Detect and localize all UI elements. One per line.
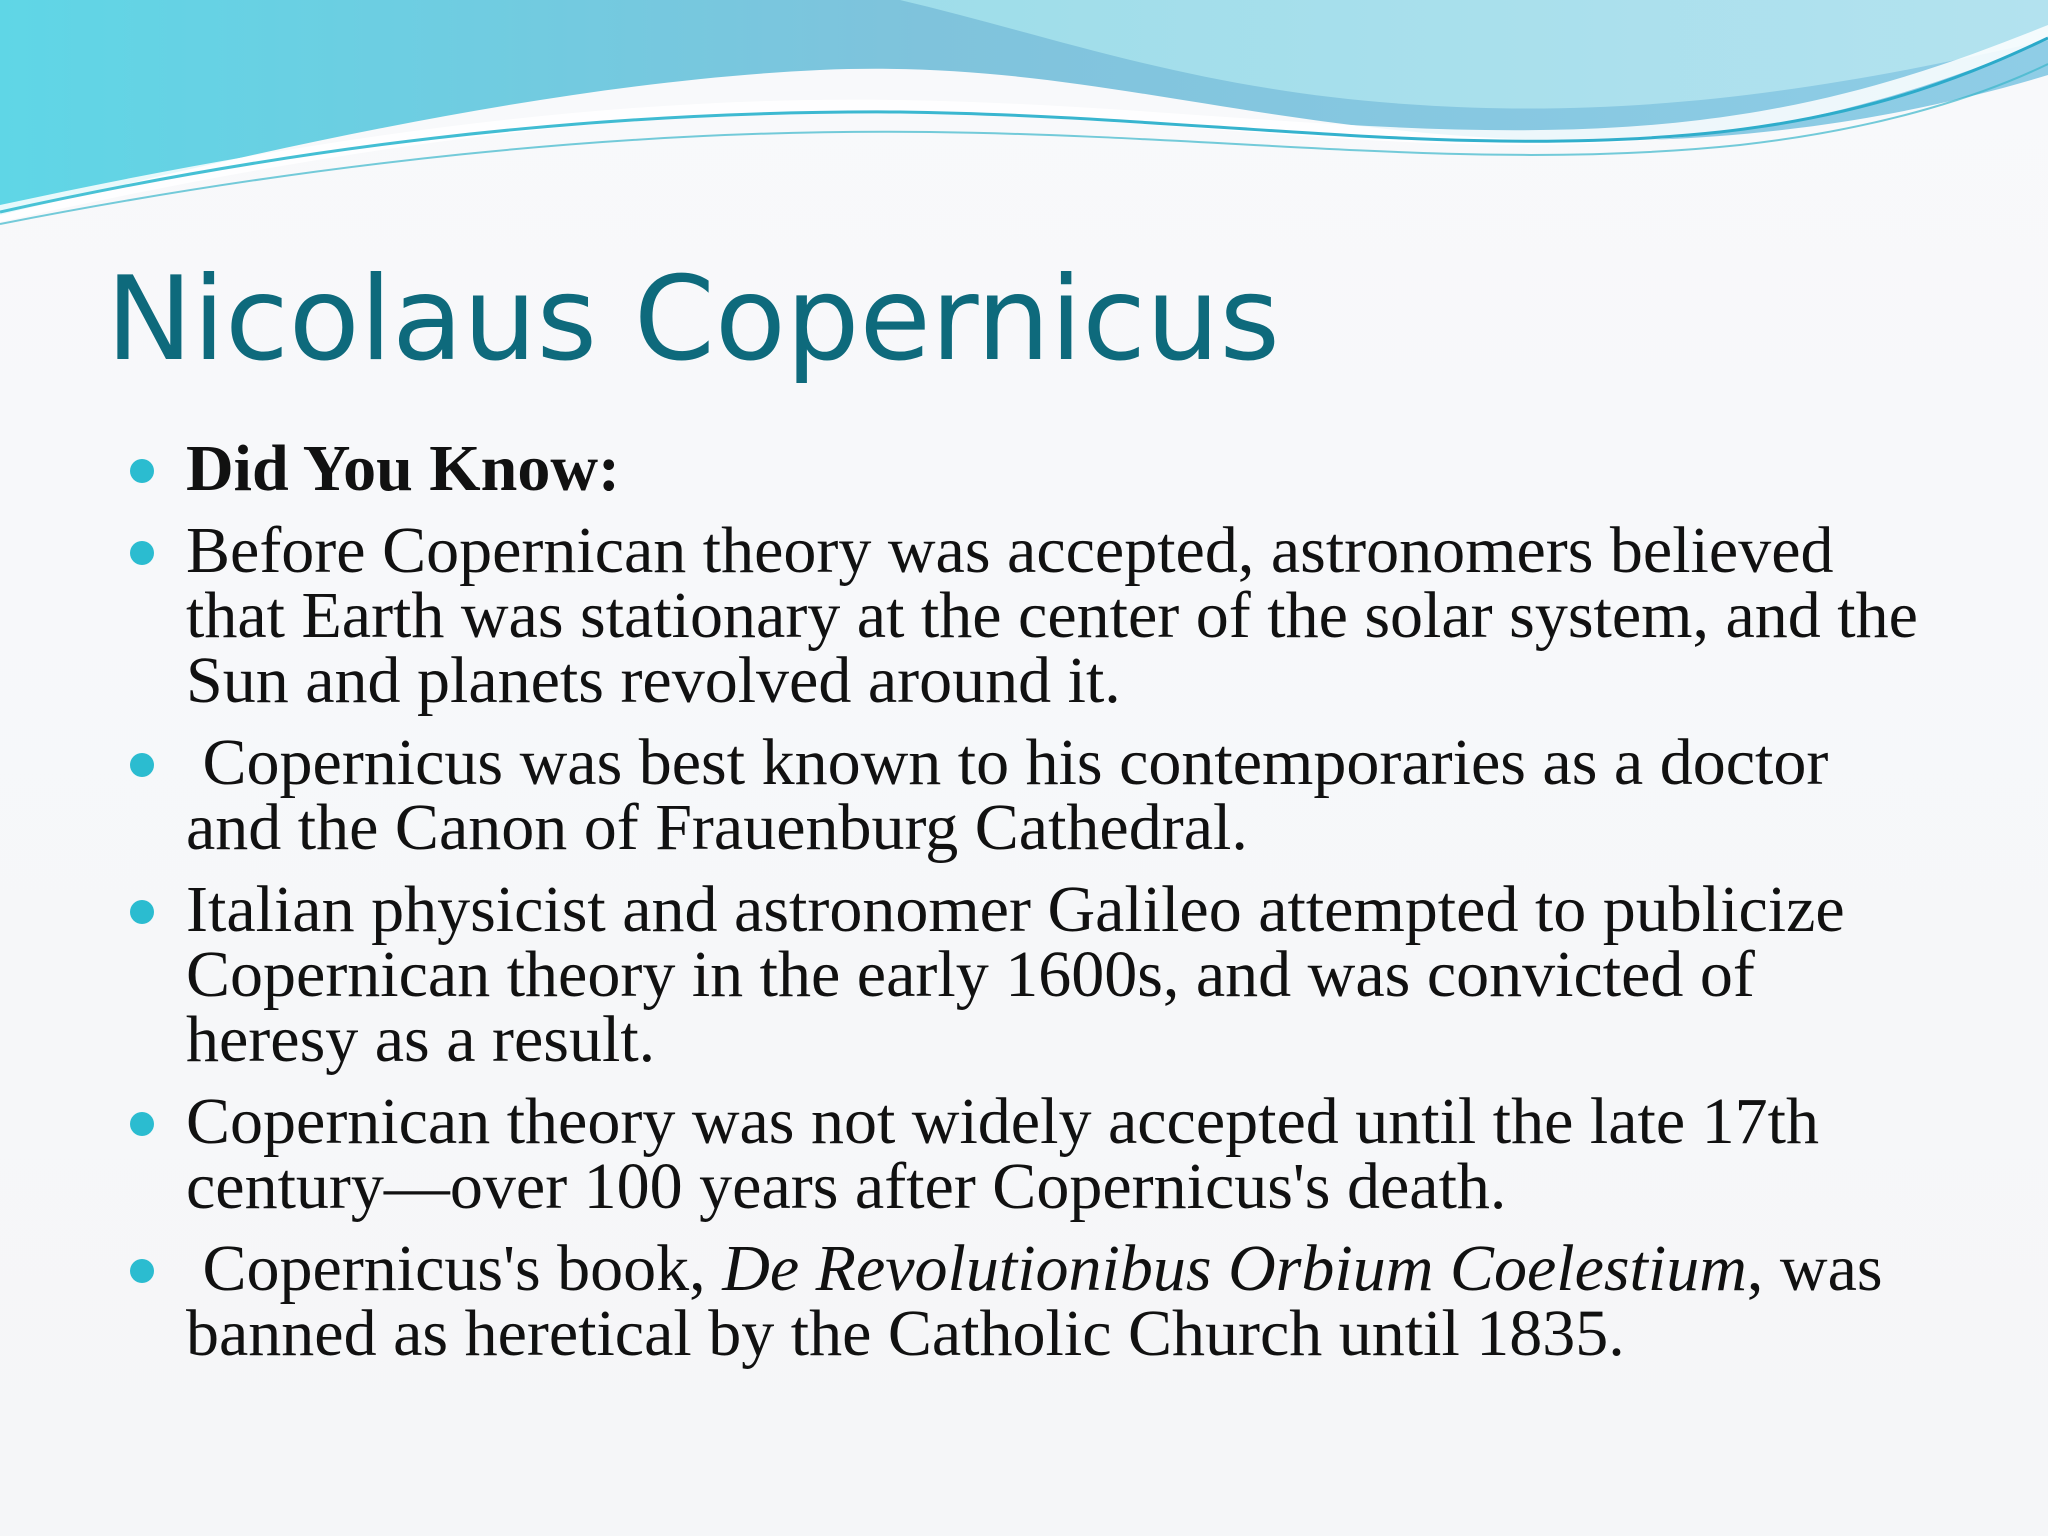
- bullet-dot-icon: [130, 1259, 154, 1283]
- header-wave-decoration: [0, 0, 2048, 240]
- bullet-item: [130, 873, 1930, 1076]
- slide-title: Nicolaus Copernicus: [106, 252, 1280, 387]
- bullet-dot-icon: [130, 1112, 154, 1136]
- bullet-text-after: , was banned as heretical by the Catholic Church until 1835.: [186, 1232, 1883, 1370]
- bullet-text: Copernican theory was not widely accepted until the late 17th century—over 100 years after Copernicus's death.: [186, 1085, 1819, 1223]
- bullet-item: [130, 1232, 1930, 1370]
- bullet-dot-icon: [130, 459, 154, 483]
- bullet-text: Before Copernican theory was accepted, astronomers believed that Earth was stationary at the center of the solar system, and the Sun and planets revolved around it.: [186, 514, 1918, 717]
- bullet-item: [130, 432, 1930, 505]
- bullet-text: Copernicus was best known to his contemporaries as a doctor and the Canon of Frauenburg Cathedral.: [186, 726, 1845, 864]
- bullet-list: [130, 432, 1930, 1383]
- bullet-item: [130, 726, 1930, 864]
- bullet-text: Italian physicist and astronomer Galileo attempted to publicize Copernican theory in the early 1600s, and was convicted of heresy as a result.: [186, 873, 1845, 1076]
- bullet-text: Did You Know:: [186, 432, 620, 505]
- bullet-item: [130, 514, 1930, 717]
- bullet-dot-icon: [130, 541, 154, 565]
- bullet-text-before: Copernicus's book,: [186, 1232, 723, 1305]
- bullet-dot-icon: [130, 753, 154, 777]
- book-title: De Revolutionibus Orbium Coelestium: [722, 1232, 1747, 1305]
- bullet-dot-icon: [130, 900, 154, 924]
- bullet-item: [130, 1085, 1930, 1223]
